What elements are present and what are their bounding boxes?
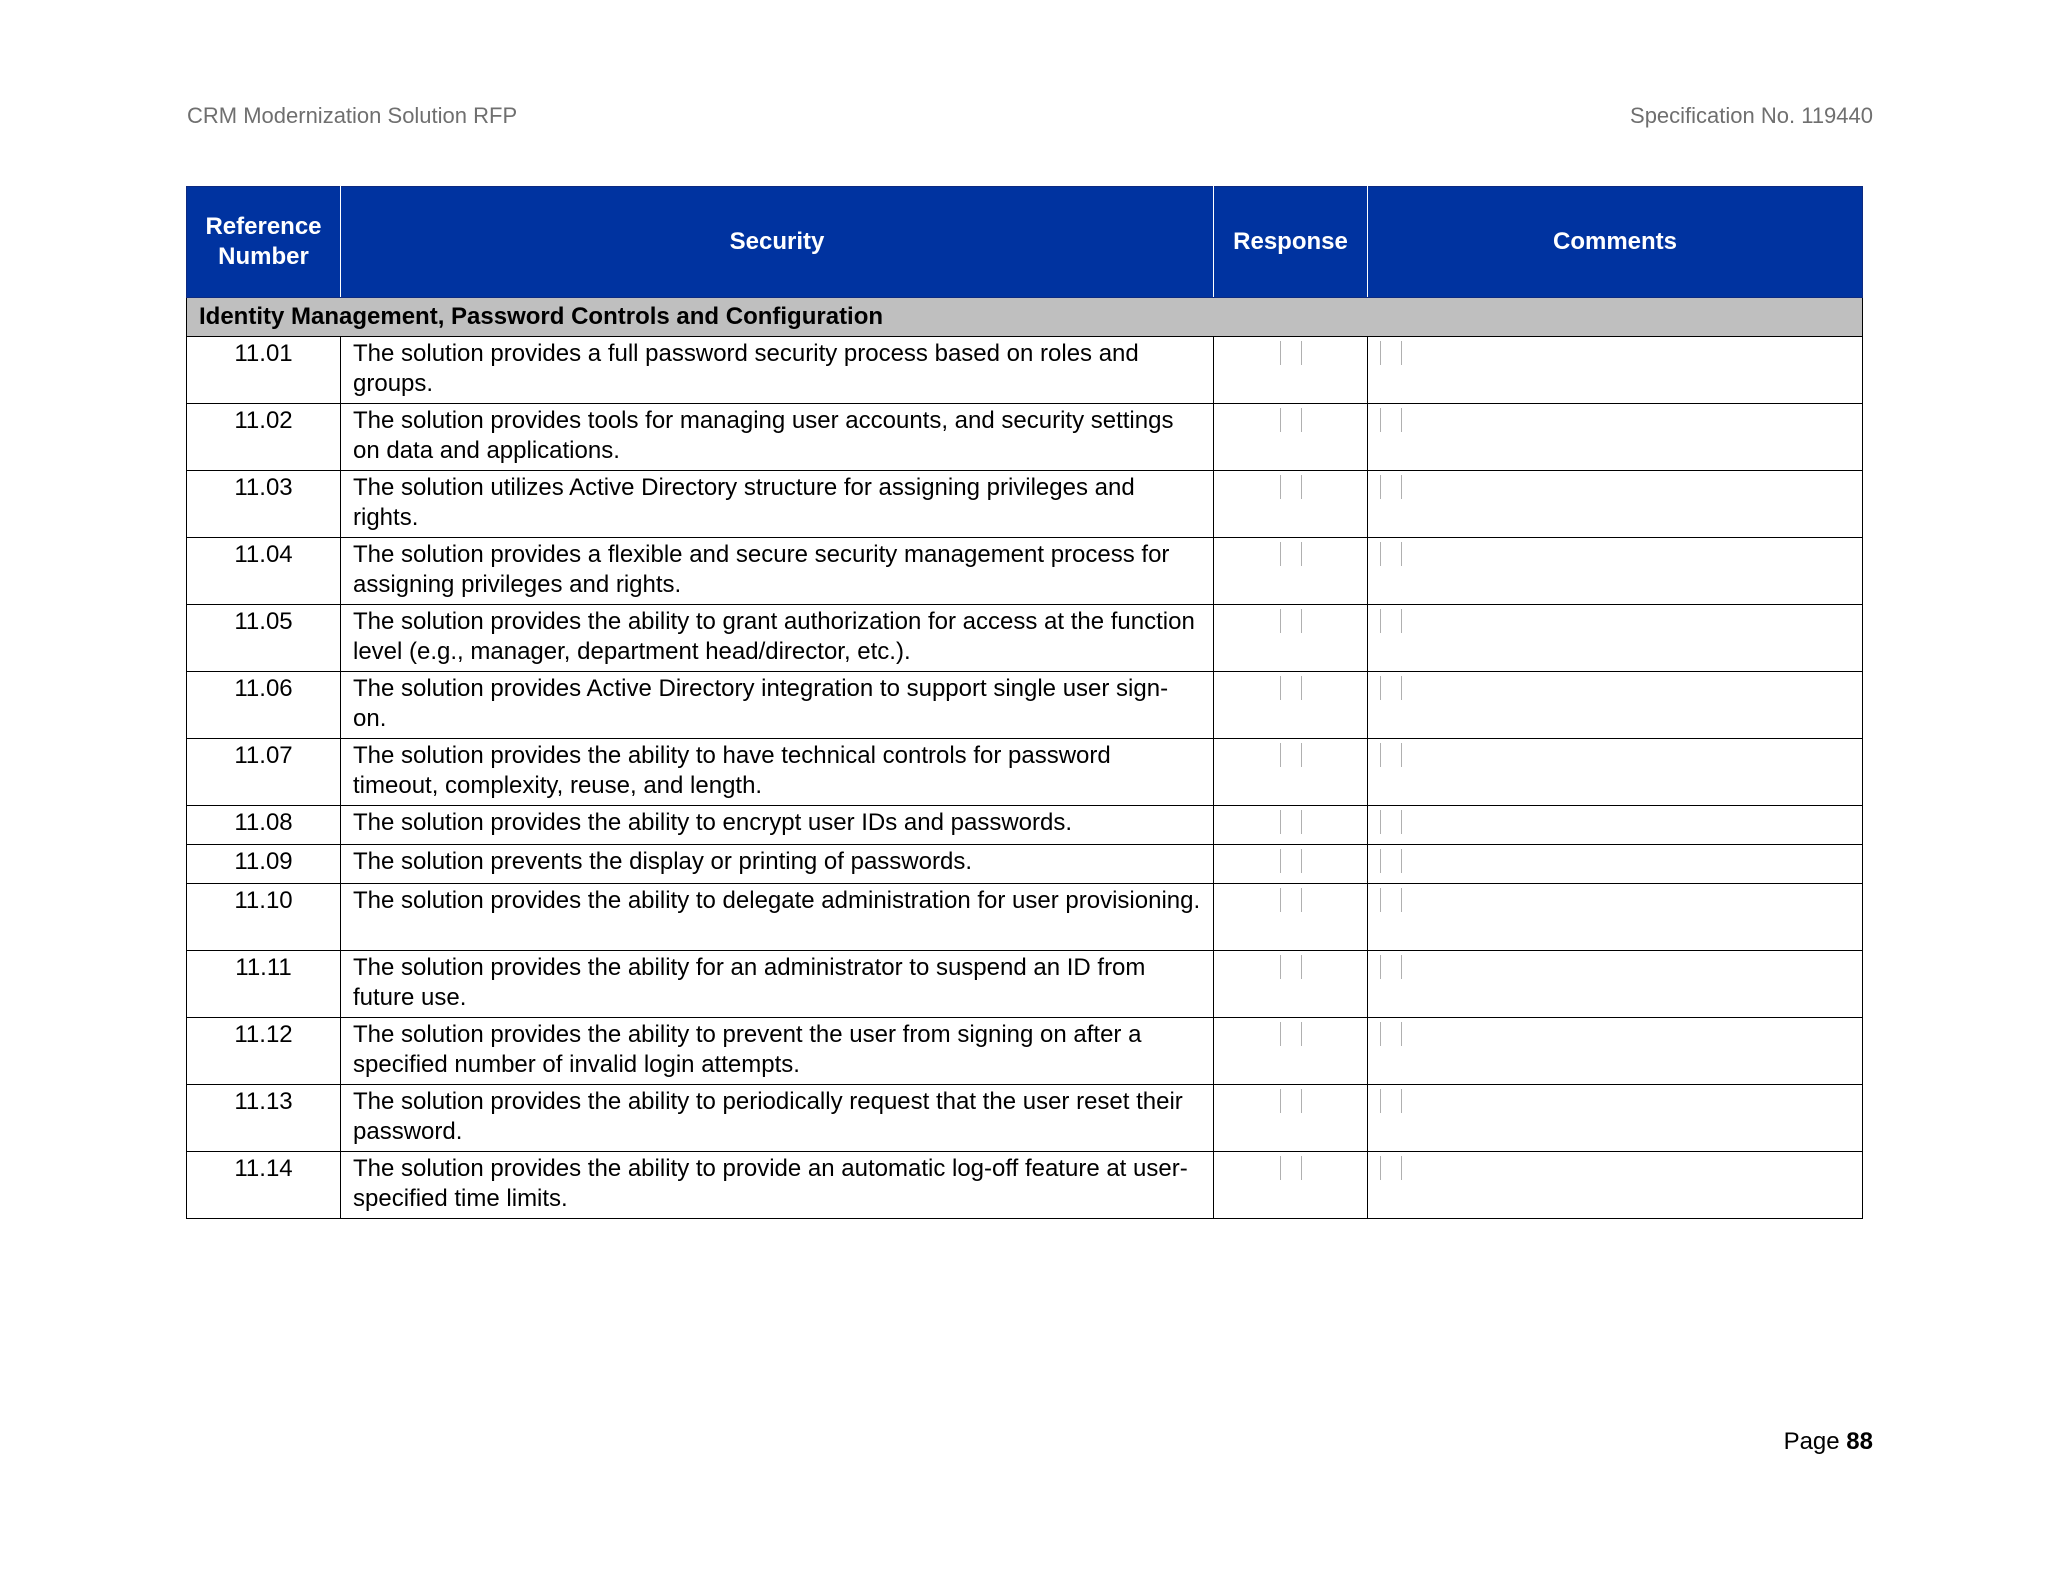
table-row	[187, 672, 1863, 739]
comments-input[interactable]	[1380, 609, 1402, 633]
response-input[interactable]	[1280, 1089, 1302, 1113]
requirement-text: The solution provides a flexible and secure security management process for assigning privileges and rights.	[341, 538, 1214, 605]
requirement-text: The solution utilizes Active Directory structure for assigning privileges and rights.	[341, 471, 1214, 538]
comments-cell	[1368, 672, 1863, 739]
comments-input[interactable]	[1380, 1156, 1402, 1180]
header-document-title: CRM Modernization Solution RFP	[187, 103, 518, 128]
requirement-text: The solution provides the ability to periodically request that the user reset their password.	[341, 1085, 1214, 1152]
reference-number: 11.02	[187, 404, 341, 471]
response-cell	[1214, 337, 1368, 404]
response-input[interactable]	[1280, 475, 1302, 499]
comments-cell	[1368, 1085, 1863, 1152]
requirement-text: The solution provides the ability to have technical controls for password timeout, complexity, reuse, and length.	[341, 739, 1214, 806]
requirement-text: The solution provides the ability to delegate administration for user provisioning.	[341, 884, 1214, 951]
comments-cell	[1368, 884, 1863, 951]
response-cell	[1214, 404, 1368, 471]
comments-cell	[1368, 806, 1863, 845]
response-cell	[1214, 1152, 1368, 1219]
response-cell	[1214, 1018, 1368, 1085]
column-header-response: Response	[1214, 187, 1368, 298]
response-cell	[1214, 1085, 1368, 1152]
requirements-table	[186, 186, 1863, 1219]
reference-number: 11.10	[187, 884, 341, 951]
section-header-row	[187, 298, 1863, 337]
comments-input[interactable]	[1380, 743, 1402, 767]
comments-input[interactable]	[1380, 849, 1402, 873]
response-input[interactable]	[1280, 341, 1302, 365]
comments-cell	[1368, 739, 1863, 806]
header-specification-number: Specification No. 119440	[1630, 103, 1873, 128]
comments-cell	[1368, 605, 1863, 672]
reference-number: 11.07	[187, 739, 341, 806]
table-row	[187, 471, 1863, 538]
response-cell	[1214, 672, 1368, 739]
reference-number: 11.06	[187, 672, 341, 739]
page-number	[1784, 1428, 1873, 1456]
response-input[interactable]	[1280, 888, 1302, 912]
comments-input[interactable]	[1380, 676, 1402, 700]
table-row	[187, 538, 1863, 605]
response-input[interactable]	[1280, 849, 1302, 873]
column-header-comments: Comments	[1368, 187, 1863, 298]
comments-input[interactable]	[1380, 955, 1402, 979]
table-row	[187, 1085, 1863, 1152]
requirement-text: The solution prevents the display or printing of passwords.	[341, 845, 1214, 884]
requirement-text: The solution provides the ability for an administrator to suspend an ID from future use.	[341, 951, 1214, 1018]
page-label: Page	[1783, 1428, 1840, 1455]
comments-input[interactable]	[1380, 888, 1402, 912]
column-header-security: Security	[341, 187, 1214, 298]
response-cell	[1214, 739, 1368, 806]
response-input[interactable]	[1280, 609, 1302, 633]
table-header-row	[187, 187, 1863, 298]
table-row	[187, 806, 1863, 845]
requirement-text: The solution provides Active Directory integration to support single user sign-on.	[341, 672, 1214, 739]
response-cell	[1214, 884, 1368, 951]
reference-number: 11.11	[187, 951, 341, 1018]
comments-cell	[1368, 471, 1863, 538]
response-cell	[1214, 538, 1368, 605]
response-input[interactable]	[1280, 743, 1302, 767]
table-row	[187, 1152, 1863, 1219]
table-row	[187, 404, 1863, 471]
table-row	[187, 739, 1863, 806]
comments-input[interactable]	[1380, 408, 1402, 432]
table-row	[187, 337, 1863, 404]
response-input[interactable]	[1280, 676, 1302, 700]
response-input[interactable]	[1280, 1156, 1302, 1180]
reference-number: 11.05	[187, 605, 341, 672]
table-row	[187, 845, 1863, 884]
comments-cell	[1368, 404, 1863, 471]
column-header-reference-number: Reference Number	[187, 187, 341, 298]
requirement-text: The solution provides the ability to provide an automatic log-off feature at user-specified time limits.	[341, 1152, 1214, 1219]
comments-cell	[1368, 951, 1863, 1018]
comments-cell	[1368, 337, 1863, 404]
response-cell	[1214, 471, 1368, 538]
section-title: Identity Management, Password Controls and Configuration	[187, 298, 1863, 337]
response-input[interactable]	[1280, 408, 1302, 432]
table-row	[187, 884, 1863, 951]
reference-number: 11.14	[187, 1152, 341, 1219]
page-number-value: 88	[1846, 1428, 1873, 1455]
reference-number: 11.01	[187, 337, 341, 404]
comments-input[interactable]	[1380, 475, 1402, 499]
reference-number: 11.12	[187, 1018, 341, 1085]
response-input[interactable]	[1280, 955, 1302, 979]
response-input[interactable]	[1280, 810, 1302, 834]
requirement-text: The solution provides tools for managing user accounts, and security settings on data and applications.	[341, 404, 1214, 471]
response-cell	[1214, 605, 1368, 672]
requirement-text: The solution provides the ability to prevent the user from signing on after a specified number of invalid login attempts.	[341, 1018, 1214, 1085]
comments-cell	[1368, 1152, 1863, 1219]
comments-input[interactable]	[1380, 341, 1402, 365]
requirement-text: The solution provides a full password security process based on roles and groups.	[341, 337, 1214, 404]
reference-number: 11.13	[187, 1085, 341, 1152]
table-row	[187, 605, 1863, 672]
comments-cell	[1368, 1018, 1863, 1085]
table-row	[187, 1018, 1863, 1085]
response-cell	[1214, 845, 1368, 884]
table-row	[187, 951, 1863, 1018]
response-cell	[1214, 806, 1368, 845]
requirement-text: The solution provides the ability to grant authorization for access at the function level (e.g., manager, department head/director, etc.).	[341, 605, 1214, 672]
response-cell	[1214, 951, 1368, 1018]
comments-input[interactable]	[1380, 810, 1402, 834]
reference-number: 11.04	[187, 538, 341, 605]
comments-input[interactable]	[1380, 1022, 1402, 1046]
reference-number: 11.09	[187, 845, 341, 884]
comments-input[interactable]	[1380, 1089, 1402, 1113]
comments-cell	[1368, 538, 1863, 605]
comments-cell	[1368, 845, 1863, 884]
reference-number: 11.03	[187, 471, 341, 538]
response-input[interactable]	[1280, 1022, 1302, 1046]
reference-number: 11.08	[187, 806, 341, 845]
requirement-text: The solution provides the ability to encrypt user IDs and passwords.	[341, 806, 1214, 845]
response-input[interactable]	[1280, 542, 1302, 566]
comments-input[interactable]	[1380, 542, 1402, 566]
